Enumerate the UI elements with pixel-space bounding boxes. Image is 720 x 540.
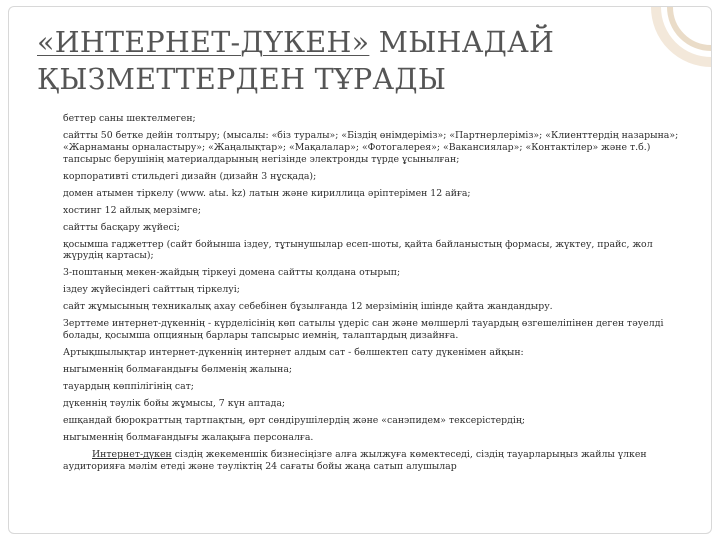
list-item-text: ешқандай бюрократтың тартпақтың, өрт сөндірушілердің және «санэпидем» тексерістердің; bbox=[63, 414, 526, 426]
list-item bbox=[34, 222, 686, 234]
internet-shop-link[interactable]: Интернет-дүкен bbox=[92, 448, 172, 460]
list-item-text: сайтты 50 бетке дейін толтыру; (мысалы: «біз туралы»; «Біздің өнімдеріміз»; «Партнерлеріміз»; «Клиенттердің назарына»; «Жарнаманы орналастыру»; «Жаңалықтар»; «Мақалалар»; «Фотогалерея»; «Вакансиялар»; «Контактілер» және т.б.) тапсырыс берушінің материалдарының негізінде электронды түрде ұсынылған; bbox=[63, 129, 679, 165]
list-item-text: беттер саны шектелмеген; bbox=[63, 113, 196, 124]
list-item bbox=[34, 130, 686, 165]
last-paragraph-text: сіздің жекеменшік бизнесіңізге алға жылжуға көмектеседі, сіздің тауарларыңыз жайлы үлкен аудиторияға мәлім етеді және тәуліктің 24 сағаты бойы жаңа сатып алушылар bbox=[63, 448, 647, 472]
list-item bbox=[34, 113, 686, 125]
list-item bbox=[34, 347, 686, 359]
list-item-text: дүкеннің тәулік бойы жұмысы, 7 күн аптада; bbox=[63, 397, 286, 409]
list-item bbox=[34, 239, 686, 263]
list-item bbox=[34, 415, 686, 427]
list-item bbox=[34, 318, 686, 342]
list-item-text: қосымша гаджеттер (сайт бойынша іздеу, тұтынушылар есеп-шоты, қайта байланыстың формасы, жүктеу, прайс, жол жүрудің картасы); bbox=[63, 238, 653, 262]
list-item-text: тауардың көппілігінің сат; bbox=[63, 380, 194, 392]
list-item bbox=[34, 364, 686, 376]
list-item bbox=[34, 284, 686, 296]
list-item-text: сайтты басқару жүйесі; bbox=[63, 221, 180, 233]
list-item-text: Артықшылықтар интернет-дүкеннің интернет алдым сат - бөлшектеп сату дүкенімен айқын: bbox=[63, 347, 524, 359]
list-item bbox=[34, 267, 686, 279]
list-item bbox=[34, 381, 686, 393]
list-item bbox=[34, 301, 686, 313]
list-item bbox=[34, 171, 686, 183]
list-item bbox=[34, 398, 686, 410]
list-item-text: ныгыменнің болмағандығы бөлменің жалына; bbox=[63, 364, 293, 375]
title-highlight: «ИНТЕРНЕТ-ДҮКЕН» bbox=[37, 26, 370, 59]
list-item bbox=[34, 188, 686, 200]
list-item bbox=[34, 432, 686, 444]
list-item bbox=[34, 205, 686, 217]
slide-title bbox=[37, 24, 677, 98]
list-item-text: корпоративті стильдегі дизайн (дизайн 3 нұсқада); bbox=[63, 170, 317, 182]
list-item-text: домен атымен тіркелу (www. atы. kz) латын және кириллица әріптерімен 12 айға; bbox=[63, 187, 471, 199]
list-item-text: хостинг 12 айлық мерзімге; bbox=[63, 204, 201, 216]
list-item-text: іздеу жүйесіндегі сайттың тіркелуі; bbox=[63, 284, 240, 296]
list-item-text: Зерттеме интернет-дүкеннің - күрделісінің көп сатылы үдеріс сан және мөлшерлі тауардың өзгешеліпінен деген тәуелді болады, қосымша опцияның барлары тапсырыс иемнің, талаптардың дизайнға. bbox=[63, 318, 664, 342]
bullet-list bbox=[34, 113, 686, 478]
list-item-text: 3-поштаның мекен-жайдың тіркеуі домена сайтты қолдана отырып; bbox=[63, 267, 401, 279]
title-rest: МЫНАДАЙ ҚЫЗМЕТТЕРДЕН ТҰРАДЫ bbox=[37, 26, 555, 96]
list-item-last bbox=[34, 449, 686, 473]
list-item-text: сайт жұмысының техникалық ахау себебінен бұзылғанда 12 мерзімінің ішінде қайта жандандыру. bbox=[63, 301, 553, 313]
list-item-text: ныгыменнің болмағандығы жалақыға персоналға. bbox=[63, 431, 314, 443]
